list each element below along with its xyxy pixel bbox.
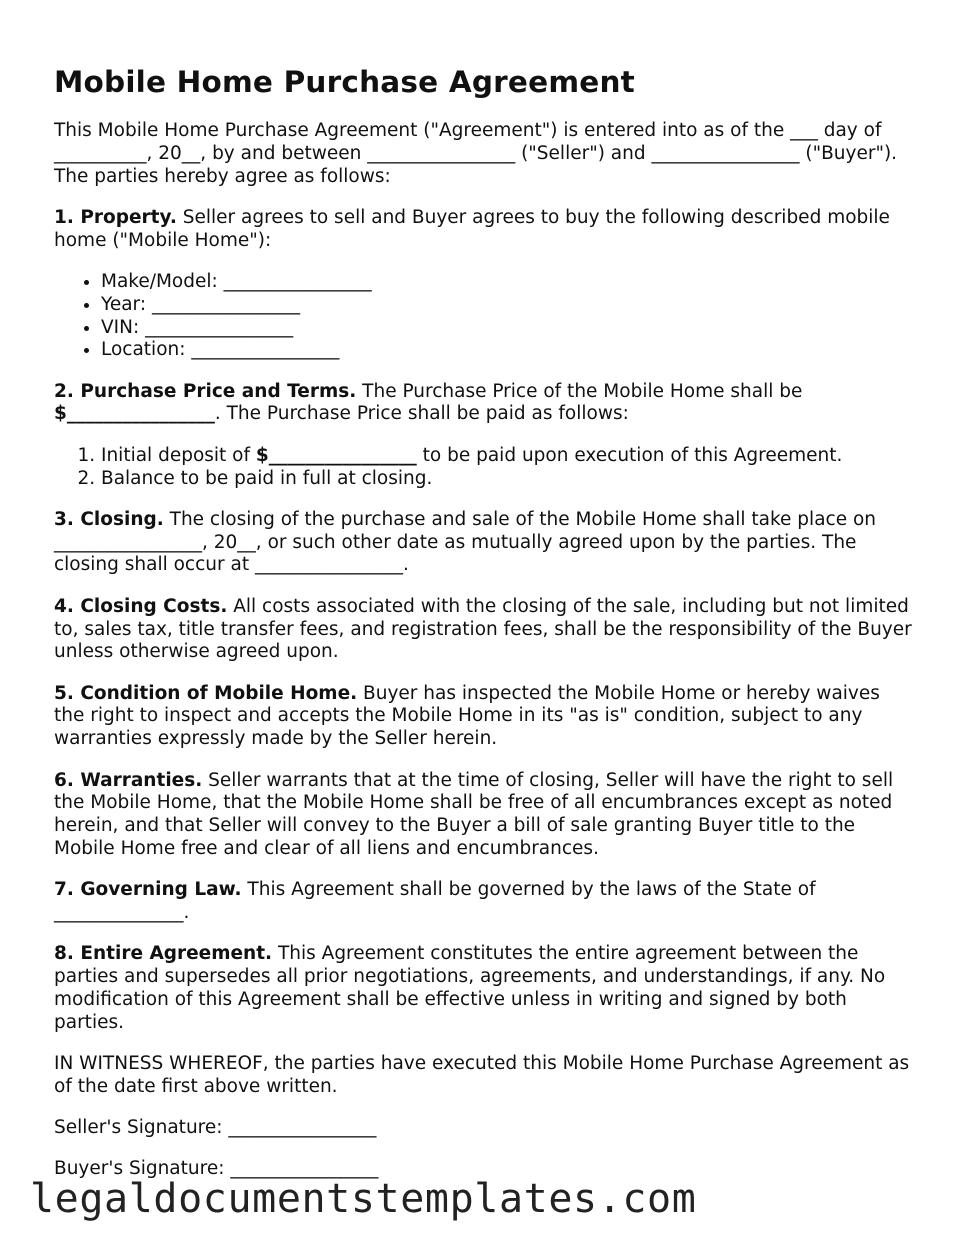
section-heading: 2. Purchase Price and Terms. — [54, 380, 357, 402]
list-item-text: to be paid upon execution of this Agreement. — [416, 444, 843, 466]
list-item — [101, 445, 916, 468]
list-item: • VIN: ________________ — [101, 317, 916, 340]
section-text: This Agreement constitutes the entire agreement between the parties and supersedes all prior negotiations, agreements, and understandings, if any. No modification of this Agreement shall be effective unless in writing and signed by both parties. — [54, 943, 886, 1033]
section-text: Seller agrees to sell and Buyer agrees to buy the following described mobile home ("Mobile Home"): — [54, 206, 890, 251]
intro-paragraph: This Mobile Home Purchase Agreement ("Agreement") is entered into as of the ___ day of __________, 20__, by and between ________________ ("Seller") and ________________ ("Buyer"). The parties hereby agree as follows: — [54, 120, 898, 187]
section-heading: 7. Governing Law. — [54, 879, 242, 901]
section-heading: 1. Property. — [54, 206, 177, 228]
list-item: • Make/Model: ________________ — [101, 271, 916, 294]
seller-signature-line: Seller's Signature: ________________ — [54, 1117, 377, 1139]
section-text: . The Purchase Price shall be paid as follows: — [214, 403, 629, 425]
section-text: This Agreement shall be governed by the laws of the State of ______________. — [54, 879, 816, 924]
section-text: All costs associated with the closing of the sale, including but not limited to, sales tax, title transfer fees, and registration fees, shall be the responsibility of the Buyer unless otherwise agreed upon. — [54, 595, 912, 663]
document-page — [54, 62, 916, 1200]
witness-paragraph: IN WITNESS WHEREOF, the parties have executed this Mobile Home Purchase Agreement as of the date first above written. — [54, 1053, 910, 1097]
section-heading: 6. Warranties. — [54, 769, 203, 791]
section-heading: 4. Closing Costs. — [54, 595, 228, 617]
section-text: The Purchase Price of the Mobile Home shall be — [356, 380, 803, 402]
section-text: Seller warrants that at the time of closing, Seller will have the right to sell the Mobile Home, that the Mobile Home shall be free of all encumbrances except as noted herein, and that Seller will convey to the Buyer a bill of sale granting Buyer title to the Mobile Home free and clear of all liens and encumbrances. — [54, 769, 894, 859]
payment-list — [54, 445, 916, 491]
buyer-signature-line: Buyer's Signature: ________________ — [54, 1158, 379, 1180]
section-closing-costs — [54, 596, 916, 664]
list-item: • Year: ________________ — [101, 294, 916, 317]
section-governing-law — [54, 879, 916, 925]
section-text: The closing of the purchase and sale of the Mobile Home shall take place on ________________, 20__, or such other date as mutually agreed upon by the parties. The closing shall occur at ________________. — [54, 508, 877, 576]
section-heading: 8. Entire Agreement. — [54, 943, 273, 965]
section-warranties — [54, 770, 916, 861]
section-property — [54, 207, 916, 253]
section-entire-agreement — [54, 943, 916, 1034]
section-closing — [54, 509, 916, 577]
list-item: 2. Balance to be paid in full at closing. — [101, 468, 916, 491]
property-list — [54, 271, 916, 362]
section-price — [54, 381, 916, 427]
watermark: legaldocumentstemplates.com — [30, 1176, 697, 1222]
section-heading: 5. Condition of Mobile Home. — [54, 682, 358, 704]
list-item: • Location: ________________ — [101, 339, 916, 362]
section-condition — [54, 683, 916, 751]
section-heading: 3. Closing. — [54, 508, 164, 530]
section-text: Buyer has inspected the Mobile Home or hereby waives the right to inspect and accepts the Mobile Home in its "as is" condition, subject to any warranties expressly made by the Seller herein. — [54, 682, 880, 750]
deposit-blank: $________________ — [255, 444, 417, 466]
list-item-text: Initial deposit of — [101, 444, 256, 466]
document-title: Mobile Home Purchase Agreement — [54, 65, 635, 99]
price-blank: $________________ — [54, 403, 215, 425]
